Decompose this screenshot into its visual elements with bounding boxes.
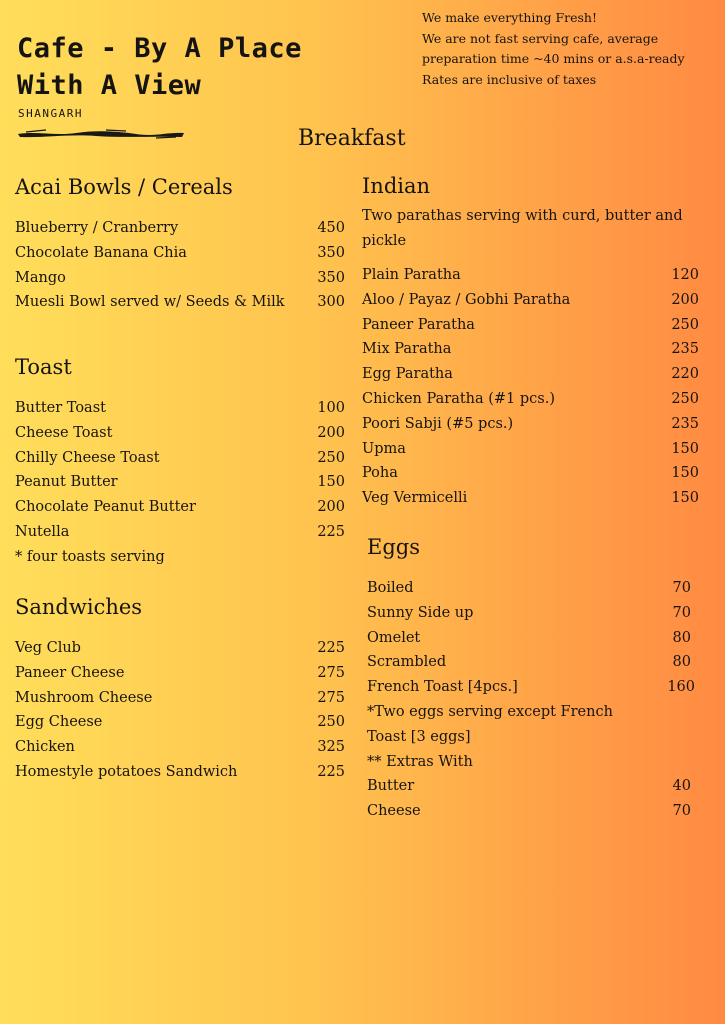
brush-stroke-divider (16, 125, 186, 141)
item-name: Peanut Butter (15, 474, 118, 491)
item-price: 450 (317, 220, 345, 236)
item-name: Chocolate Banana Chia (15, 244, 187, 261)
menu-item (362, 313, 699, 338)
note-line: We make everything Fresh! (422, 10, 597, 25)
menu-item (362, 362, 699, 387)
menu-item (362, 412, 699, 437)
item-price: 200 (671, 291, 699, 308)
item-price: 300 (317, 294, 345, 311)
toast-serving-note: * four toasts serving (15, 548, 165, 565)
section-title-indian: Indian (362, 174, 431, 198)
item-name: Egg Cheese (15, 714, 103, 731)
item-name: Mango (15, 269, 66, 286)
item-name: Omelet (367, 629, 421, 646)
menu-item (15, 290, 345, 315)
item-name: Homestyle potatoes Sandwich (15, 763, 238, 780)
item-price: 225 (317, 763, 345, 780)
section-title-eggs: Eggs (367, 535, 420, 559)
menu-item (15, 661, 345, 686)
item-price: 120 (671, 267, 699, 283)
item-price: 235 (671, 415, 699, 432)
item-price: 150 (671, 465, 699, 482)
item-name: Cheese Toast (15, 424, 113, 441)
cafe-title-line1: Cafe - By A Place (17, 33, 302, 64)
menu-item (15, 421, 345, 446)
item-name: Veg Vermicelli (362, 490, 468, 507)
menu-item (15, 266, 345, 291)
menu-item (367, 650, 695, 675)
item-name: Poori Sabji (#5 pcs.) (362, 415, 514, 432)
item-name: French Toast [4pcs.] (367, 679, 518, 696)
eggs-serving-note: *Two eggs serving except French Toast [3 eggs] (367, 703, 613, 745)
item-name: Nutella (15, 523, 70, 540)
menu-item (362, 337, 699, 362)
item-price: 70 (672, 580, 691, 596)
item-price: 80 (672, 654, 691, 671)
item-price: 150 (671, 490, 699, 507)
note-line: We are not fast serving cafe, average (422, 30, 659, 46)
menu-item (15, 446, 345, 471)
extras-title: ** Extras With (367, 753, 473, 770)
item-name: Chicken Paratha (#1 pcs.) (362, 390, 556, 407)
indian-description: Two parathas serving with curd, butter and pickle (362, 208, 683, 249)
item-price: 250 (671, 390, 699, 407)
item-name: Scrambled (367, 654, 447, 671)
menu-item (367, 601, 695, 626)
item-name: Aloo / Payaz / Gobhi Paratha (362, 291, 571, 308)
menu-item (15, 495, 345, 520)
item-price: 250 (671, 316, 699, 333)
item-price: 350 (317, 269, 345, 286)
item-name: Egg Paratha (362, 366, 453, 383)
indian-list (362, 263, 699, 511)
item-name: Boiled (367, 580, 414, 596)
note-line: preparation time ~40 mins or a.s.a-ready (422, 51, 685, 66)
section-title-sandwiches: Sandwiches (15, 595, 143, 619)
menu-item (15, 636, 345, 661)
item-name: Plain Paratha (362, 267, 461, 283)
item-name: Veg Club (15, 640, 81, 656)
item-price: 220 (671, 366, 699, 383)
menu-item (367, 626, 695, 651)
menu-item (362, 288, 699, 313)
toast-list (15, 396, 345, 570)
menu-item (367, 675, 695, 700)
item-name: Muesli Bowl served w/ Seeds & Milk (15, 294, 285, 311)
item-price: 275 (317, 689, 345, 706)
item-price: 200 (317, 424, 345, 441)
item-price: 350 (317, 244, 345, 261)
menu-item (362, 437, 699, 462)
item-name: Cheese (367, 803, 421, 820)
menu-item (15, 710, 345, 735)
item-price: 150 (317, 474, 345, 491)
item-name: Chicken (15, 739, 75, 756)
cafe-title (17, 30, 317, 104)
item-name: Butter (367, 778, 415, 795)
item-price: 275 (317, 664, 345, 681)
item-price: 225 (317, 523, 345, 540)
menu-item (15, 686, 345, 711)
extra-item (367, 774, 695, 799)
item-name: Blueberry / Cranberry (15, 220, 179, 236)
item-name: Chilly Cheese Toast (15, 449, 160, 466)
item-price: 200 (317, 499, 345, 516)
item-price: 235 (671, 341, 699, 358)
menu-item (15, 470, 345, 495)
section-title-acai: Acai Bowls / Cereals (15, 175, 233, 199)
item-name: Paneer Cheese (15, 664, 125, 681)
menu-item (15, 241, 345, 266)
menu-item (15, 396, 345, 421)
section-title-toast: Toast (15, 355, 72, 379)
menu-item (15, 760, 345, 785)
note-line: Rates are inclusive of taxes (422, 71, 597, 87)
item-name: Butter Toast (15, 400, 106, 416)
menu-item (15, 735, 345, 760)
item-price: 70 (672, 604, 691, 621)
menu-item (362, 461, 699, 486)
acai-list (15, 216, 345, 315)
page-heading: Breakfast (298, 126, 406, 151)
item-name: Poha (362, 465, 398, 482)
item-price: 80 (672, 629, 691, 646)
item-price: 150 (671, 440, 699, 457)
menu-item (367, 576, 695, 601)
item-price: 325 (317, 739, 345, 756)
extra-item (367, 799, 695, 824)
item-name: Mix Paratha (362, 341, 452, 358)
item-name: Mushroom Cheese (15, 689, 153, 706)
item-price: 70 (672, 803, 691, 820)
menu-item (362, 263, 699, 288)
item-price: 160 (667, 679, 695, 696)
menu-item (15, 520, 345, 545)
menu-item (362, 486, 699, 511)
item-price: 225 (317, 640, 345, 656)
eggs-list (367, 576, 695, 824)
item-price: 100 (317, 400, 345, 416)
item-price: 40 (672, 778, 691, 795)
menu-item (15, 216, 345, 241)
sandwiches-list (15, 636, 345, 785)
item-name: Paneer Paratha (362, 316, 475, 333)
item-price: 250 (317, 714, 345, 731)
info-notes (422, 8, 717, 90)
item-price: 250 (317, 449, 345, 466)
menu-item (362, 387, 699, 412)
cafe-location: SHANGARH (18, 107, 83, 120)
cafe-title-line2: With A View (17, 70, 202, 101)
item-name: Sunny Side up (367, 604, 474, 621)
item-name: Chocolate Peanut Butter (15, 499, 196, 516)
item-name: Upma (362, 440, 406, 457)
